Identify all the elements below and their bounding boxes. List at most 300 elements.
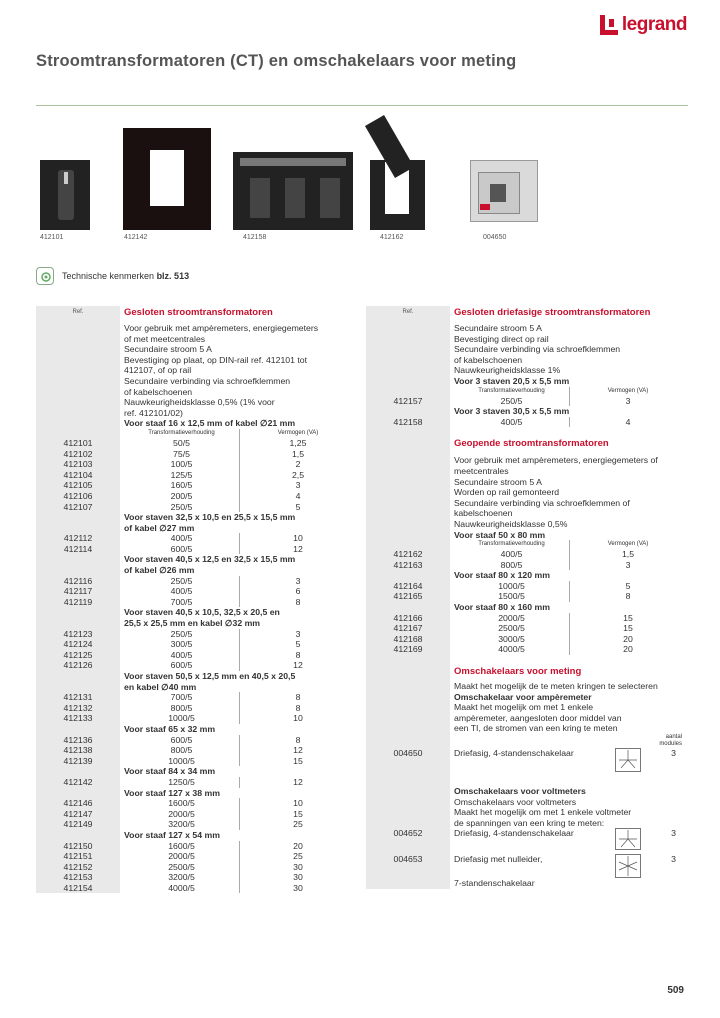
description: kabelschoenen <box>454 508 513 519</box>
modules-value: 3 <box>671 828 676 839</box>
ref-cell <box>366 665 450 679</box>
ref-cell <box>36 565 120 576</box>
ref-cell <box>366 355 450 366</box>
ref-number: 412149 <box>36 819 120 830</box>
power-value: 8 <box>295 734 301 745</box>
description: een TI, de stromen van een kring te meten <box>454 723 618 734</box>
table-row <box>36 533 356 544</box>
ref-number: 412164 <box>366 581 450 592</box>
group-title <box>366 406 686 417</box>
description: Voor staven 40,5 x 12,5 en 32,5 x 15,5 mm <box>124 554 296 565</box>
power-value: 10 <box>293 713 303 724</box>
intro-line <box>366 508 686 519</box>
power-value: 30 <box>293 882 303 893</box>
section-title-closed-ct: Gesloten stroomtransformatoren <box>124 307 273 318</box>
description: of kabel ∅26 mm <box>124 565 195 576</box>
description: meetcentrales <box>454 465 509 476</box>
ref-number: 412107 <box>36 502 120 513</box>
table-row <box>36 470 356 481</box>
description: Nauwkeurigheidsklasse 0,5% (1% voor <box>124 397 275 408</box>
values <box>120 862 356 873</box>
ref-number: 412168 <box>366 634 450 645</box>
ratio-value: 2000/5 <box>124 809 240 820</box>
intro-line <box>366 466 686 477</box>
ratio-value: 300/5 <box>124 639 240 650</box>
ref-number: 412152 <box>36 862 120 873</box>
power-value: 1,25 <box>289 437 307 448</box>
power-value: 5 <box>295 639 301 650</box>
intro-line <box>366 519 686 530</box>
description: Omschakelaars voor voltmeters <box>454 796 577 807</box>
ref-number: 412146 <box>36 798 120 809</box>
values <box>120 756 356 767</box>
table-row <box>366 549 686 560</box>
intro-line <box>36 387 356 398</box>
ratio-value: 1600/5 <box>124 841 240 852</box>
values <box>450 613 686 624</box>
ref-number: 412150 <box>36 841 120 852</box>
ratio-value: 200/5 <box>124 491 240 502</box>
description: Voor staaf 127 x 54 mm <box>124 829 220 840</box>
description: Voor gebruik met ampèremeters, energiegemeters <box>124 323 319 333</box>
ref-number: 412102 <box>36 449 120 460</box>
ref-cell <box>366 602 450 613</box>
values <box>120 491 356 502</box>
ref-number: 412162 <box>366 549 450 560</box>
description: Secundaire stroom 5 A <box>454 476 542 487</box>
ref-cell <box>36 376 120 387</box>
ref-cell <box>366 344 450 355</box>
ref-cell <box>36 671 120 682</box>
intro-line <box>36 408 356 419</box>
ref-cell <box>36 788 120 799</box>
spacer <box>366 427 686 437</box>
ref-cell <box>366 681 450 692</box>
power-value: 15 <box>623 623 633 634</box>
group-title <box>366 530 686 541</box>
description: Voor 3 staven 20,5 x 5,5 mm <box>454 375 570 386</box>
values <box>120 639 356 650</box>
ref-number: 412104 <box>36 470 120 481</box>
power-value: 1,5 <box>621 549 635 560</box>
description: Worden op rail gemonteerd <box>454 487 560 498</box>
values <box>450 644 686 655</box>
ratio-value: 2500/5 <box>124 862 240 873</box>
table-row <box>36 862 356 873</box>
power-value: 4 <box>295 490 301 501</box>
values <box>120 745 356 756</box>
power-value: 3 <box>295 480 301 491</box>
subheader <box>450 540 686 549</box>
power-value: 2 <box>295 459 301 470</box>
group-title <box>36 724 356 735</box>
ratio-value: 4000/5 <box>454 644 570 655</box>
ref-number: 412147 <box>36 809 120 820</box>
description: 412107, of op rail <box>124 365 192 376</box>
table-row <box>36 809 356 820</box>
subheader-power: Vermogen (VA) <box>607 387 649 394</box>
technical-page-link[interactable]: blz. 513 <box>156 271 190 281</box>
group-title <box>36 565 356 576</box>
amp-switch-diagram-icon <box>615 748 641 772</box>
ref-number <box>366 878 450 889</box>
table-row <box>36 586 356 597</box>
ref-cell <box>366 455 450 466</box>
subheader-ratio: Transformatieverhouding <box>454 387 570 396</box>
description: Secundaire stroom 5 A <box>454 323 542 333</box>
values <box>120 576 356 587</box>
description: Secundaire verbinding via schroefklemmen <box>124 375 291 386</box>
page-number: 509 <box>667 985 684 996</box>
power-value: 8 <box>295 692 301 703</box>
values <box>450 634 686 645</box>
table-row <box>36 438 356 449</box>
values <box>120 872 356 883</box>
modules-value: 3 <box>671 748 676 758</box>
ref-number: 412132 <box>36 703 120 714</box>
table-row <box>36 449 356 460</box>
ref-cell <box>366 387 450 396</box>
description: ampèremeter, aangesloten door middel van <box>454 712 622 723</box>
ref-cell <box>366 570 450 581</box>
ratio-value: 4000/5 <box>124 883 240 894</box>
ref-cell <box>366 519 450 530</box>
values <box>120 713 356 724</box>
ref-cell <box>36 408 120 419</box>
table-row <box>36 650 356 661</box>
ref-number: 004652 <box>366 828 450 850</box>
ratio-value: 1250/5 <box>124 777 240 788</box>
caption-412142: 412142 <box>124 234 148 241</box>
volt-neutral-switch-diagram-icon <box>615 854 641 878</box>
volt-desc-line <box>366 818 686 829</box>
values <box>450 591 686 602</box>
ref-cell <box>366 376 450 387</box>
power-value: 15 <box>293 755 303 766</box>
switch-text: Driefasig, 4-standenschakelaar <box>454 748 574 758</box>
table-row <box>366 634 686 645</box>
group-title <box>36 682 356 693</box>
ratio-value: 3000/5 <box>454 634 570 645</box>
ratio-value: 800/5 <box>124 745 240 756</box>
ref-cell <box>36 344 120 355</box>
ref-number: 412157 <box>366 396 450 407</box>
description: Voor staaf 127 x 38 mm <box>124 787 220 798</box>
volt-switch-diagram-icon <box>615 828 641 850</box>
section-title-open-ct: Geopende stroomtransformatoren <box>454 438 609 450</box>
intro-line <box>366 477 686 488</box>
ref-cell <box>366 702 450 713</box>
brand-name: legrand <box>621 14 687 35</box>
power-value: 20 <box>293 840 303 851</box>
table-row <box>366 581 686 592</box>
intro-line <box>36 355 356 366</box>
power-value: 4 <box>625 416 631 427</box>
ref-number: 412105 <box>36 480 120 491</box>
power-value: 3 <box>625 559 631 570</box>
ref-number: 412166 <box>366 613 450 624</box>
power-value: 10 <box>293 533 303 544</box>
power-value: 1,5 <box>291 448 305 459</box>
description: of met meetcentrales <box>124 333 206 344</box>
description: Nauwkeurigheidsklasse 0,5% <box>454 518 568 529</box>
ref-number: 412138 <box>36 745 120 756</box>
ratio-value: 800/5 <box>454 560 570 571</box>
description: Secundaire stroom 5 A <box>124 344 212 355</box>
ref-cell <box>366 508 450 519</box>
group-title <box>36 671 356 682</box>
ratio-value: 600/5 <box>124 660 240 671</box>
caption-412158: 412158 <box>243 234 267 241</box>
ref-cell <box>366 797 450 808</box>
ref-number: 412106 <box>36 491 120 502</box>
intro-line <box>36 344 356 355</box>
switch-row <box>366 828 686 850</box>
ref-cell <box>366 786 450 797</box>
table-row <box>36 851 356 862</box>
ratio-value: 250/5 <box>124 502 240 513</box>
subheader-row <box>36 429 356 438</box>
ratio-value: 75/5 <box>124 449 240 460</box>
values <box>450 581 686 592</box>
page-title: Stroomtransformatoren (CT) en omschakelaars voor meting <box>36 52 517 70</box>
switch-row <box>366 878 686 889</box>
switches-intro <box>366 681 686 692</box>
power-value: 12 <box>293 543 303 554</box>
values <box>120 735 356 746</box>
legrand-mark-icon <box>600 15 618 35</box>
volt-switch-title <box>366 786 686 797</box>
ref-number: 412139 <box>36 756 120 767</box>
switch-description <box>450 854 686 878</box>
values <box>120 597 356 608</box>
values <box>120 459 356 470</box>
subheader-row <box>366 540 686 549</box>
switch-text: 7-standenschakelaar <box>454 878 535 889</box>
ref-cell <box>366 655 450 665</box>
ref-cell <box>36 355 120 366</box>
description: ref. 412101/02) <box>124 407 183 418</box>
description: Voor staaf 80 x 160 mm <box>454 602 550 613</box>
description: Maakt het mogelijk om met 1 enkele <box>454 702 594 713</box>
ratio-value: 400/5 <box>124 586 240 597</box>
ref-number: 412112 <box>36 533 120 544</box>
description: Voor staven 50,5 x 12,5 mm en 40,5 x 20,5 <box>124 671 296 681</box>
values <box>120 650 356 661</box>
group-title <box>36 512 356 523</box>
ref-cell <box>366 487 450 498</box>
ref-cell <box>366 734 450 741</box>
table-row <box>36 872 356 883</box>
ratio-value: 700/5 <box>124 692 240 703</box>
ratio-value: 700/5 <box>124 597 240 608</box>
group-title <box>366 376 686 387</box>
switch-text: Driefasig, 4-standenschakelaar <box>454 828 574 839</box>
table-row <box>36 480 356 491</box>
ratio-value: 600/5 <box>124 544 240 555</box>
values <box>120 480 356 491</box>
ratio-value: 1000/5 <box>454 581 570 592</box>
table-row <box>366 560 686 571</box>
power-value: 8 <box>295 596 301 607</box>
ref-number: 412142 <box>36 777 120 788</box>
left-table <box>36 319 356 893</box>
ratio-value: 1000/5 <box>124 713 240 724</box>
group-title <box>36 618 356 629</box>
ref-number: 004653 <box>366 854 450 878</box>
group-title <box>36 554 356 565</box>
description: 25,5 x 25,5 mm en kabel ∅32 mm <box>124 618 261 629</box>
ref-cell <box>366 437 450 451</box>
power-value: 30 <box>293 861 303 872</box>
ref-number: 412114 <box>36 544 120 555</box>
technical-reference <box>36 267 189 285</box>
ref-number: 412119 <box>36 597 120 608</box>
ratio-value: 3200/5 <box>124 872 240 883</box>
ref-number: 412167 <box>366 623 450 634</box>
ref-cell <box>36 554 120 565</box>
table-row <box>36 660 356 671</box>
volt-desc-line <box>366 797 686 808</box>
values <box>120 470 356 481</box>
section-title-three-phase-ct: Gesloten driefasige stroomtransformatoren <box>454 307 651 318</box>
ref-cell <box>366 427 450 437</box>
amp-switch-title <box>366 692 686 703</box>
ref-cell <box>36 397 120 408</box>
table-row <box>36 713 356 724</box>
power-value: 30 <box>293 872 303 883</box>
description: Nauwkeurigheidsklasse 1% <box>454 365 561 376</box>
values <box>120 438 356 449</box>
ref-cell <box>366 723 450 734</box>
power-value: 6 <box>295 586 301 597</box>
group-title <box>36 523 356 534</box>
values <box>120 841 356 852</box>
table-row <box>366 396 686 407</box>
intro-line <box>36 397 356 408</box>
ratio-value: 400/5 <box>124 650 240 661</box>
values <box>450 549 686 560</box>
description: Voor gebruik met ampèremeters, energiegemeters of <box>454 455 658 466</box>
description: Voor staaf 65 x 32 mm <box>124 723 216 734</box>
description: of kabelschoenen <box>454 354 523 365</box>
ratio-value: 100/5 <box>124 459 240 470</box>
ref-cell <box>366 741 450 748</box>
ratio-value: 50/5 <box>124 438 240 449</box>
ref-number: 412124 <box>36 639 120 650</box>
table-row <box>366 417 686 428</box>
caption-412162: 412162 <box>380 234 404 241</box>
ref-number: 412133 <box>36 713 120 724</box>
ref-number: 004650 <box>366 748 450 772</box>
description: Voor staaf 80 x 120 mm <box>454 570 550 581</box>
intro-line <box>366 334 686 345</box>
ref-cell <box>366 530 450 541</box>
table-row <box>366 623 686 634</box>
ref-cell <box>36 429 120 438</box>
description: Secundaire verbinding via schroefklemmen <box>454 344 621 355</box>
description: Voor staven 40,5 x 10,5, 32,5 x 20,5 en <box>124 607 280 618</box>
spacer <box>366 655 686 665</box>
values <box>120 809 356 820</box>
power-value: 5 <box>625 580 631 591</box>
intro-line <box>36 334 356 345</box>
ref-cell <box>36 512 120 523</box>
subheader-row <box>366 387 686 396</box>
values <box>120 544 356 555</box>
ref-number: 412151 <box>36 851 120 862</box>
ratio-value: 250/5 <box>124 576 240 587</box>
technical-info-icon <box>36 267 54 285</box>
values <box>120 692 356 703</box>
description: Bevestiging op plaat, op DIN-rail ref. 412101 tot <box>124 354 308 365</box>
ref-cell <box>366 498 450 509</box>
table-row <box>36 597 356 608</box>
description: Bevestiging direct op rail <box>454 333 549 344</box>
modules-label-row <box>366 734 686 741</box>
ref-cell <box>36 607 120 618</box>
ref-label: Ref. <box>366 306 450 319</box>
values <box>450 623 686 634</box>
power-value: 25 <box>293 819 303 830</box>
ref-number: 412136 <box>36 735 120 746</box>
table-row <box>366 613 686 624</box>
subheader-ratio: Transformatieverhouding <box>124 429 240 438</box>
power-value: 8 <box>295 649 301 660</box>
description: Voor staven 32,5 x 10,5 en 25,5 x 15,5 mm <box>124 512 296 523</box>
power-value: 10 <box>293 798 303 809</box>
ref-number: 412165 <box>366 591 450 602</box>
table-row <box>36 745 356 756</box>
ratio-value: 250/5 <box>454 396 570 407</box>
values <box>120 502 356 513</box>
values <box>120 777 356 788</box>
ref-cell <box>366 692 450 703</box>
switch-description <box>450 828 686 850</box>
values <box>120 883 356 894</box>
ref-cell <box>366 323 450 334</box>
ref-cell <box>366 818 450 829</box>
caption-412101: 412101 <box>40 234 64 241</box>
ref-cell <box>36 682 120 693</box>
ref-number: 412126 <box>36 660 120 671</box>
table-row <box>36 703 356 714</box>
table-row <box>36 841 356 852</box>
modules-label-row <box>366 741 686 748</box>
power-value: 15 <box>293 808 303 819</box>
power-value: 20 <box>623 633 633 644</box>
ref-cell <box>366 477 450 488</box>
ref-cell <box>366 334 450 345</box>
ref-number: 412163 <box>366 560 450 571</box>
ref-number: 412154 <box>36 883 120 894</box>
intro-line <box>36 376 356 387</box>
subheader <box>120 429 356 438</box>
intro-line <box>366 487 686 498</box>
ref-number: 412116 <box>36 576 120 587</box>
power-value: 12 <box>293 745 303 756</box>
ratio-value: 250/5 <box>124 629 240 640</box>
ref-cell <box>36 618 120 629</box>
switch-text: Driefasig met nulleider, <box>454 854 543 865</box>
table-row <box>36 819 356 830</box>
switch-description <box>450 748 686 772</box>
description: of kabelschoenen <box>124 386 193 397</box>
subheader <box>450 387 686 396</box>
ref-cell <box>366 365 450 376</box>
power-value: 20 <box>623 644 633 655</box>
values <box>120 660 356 671</box>
